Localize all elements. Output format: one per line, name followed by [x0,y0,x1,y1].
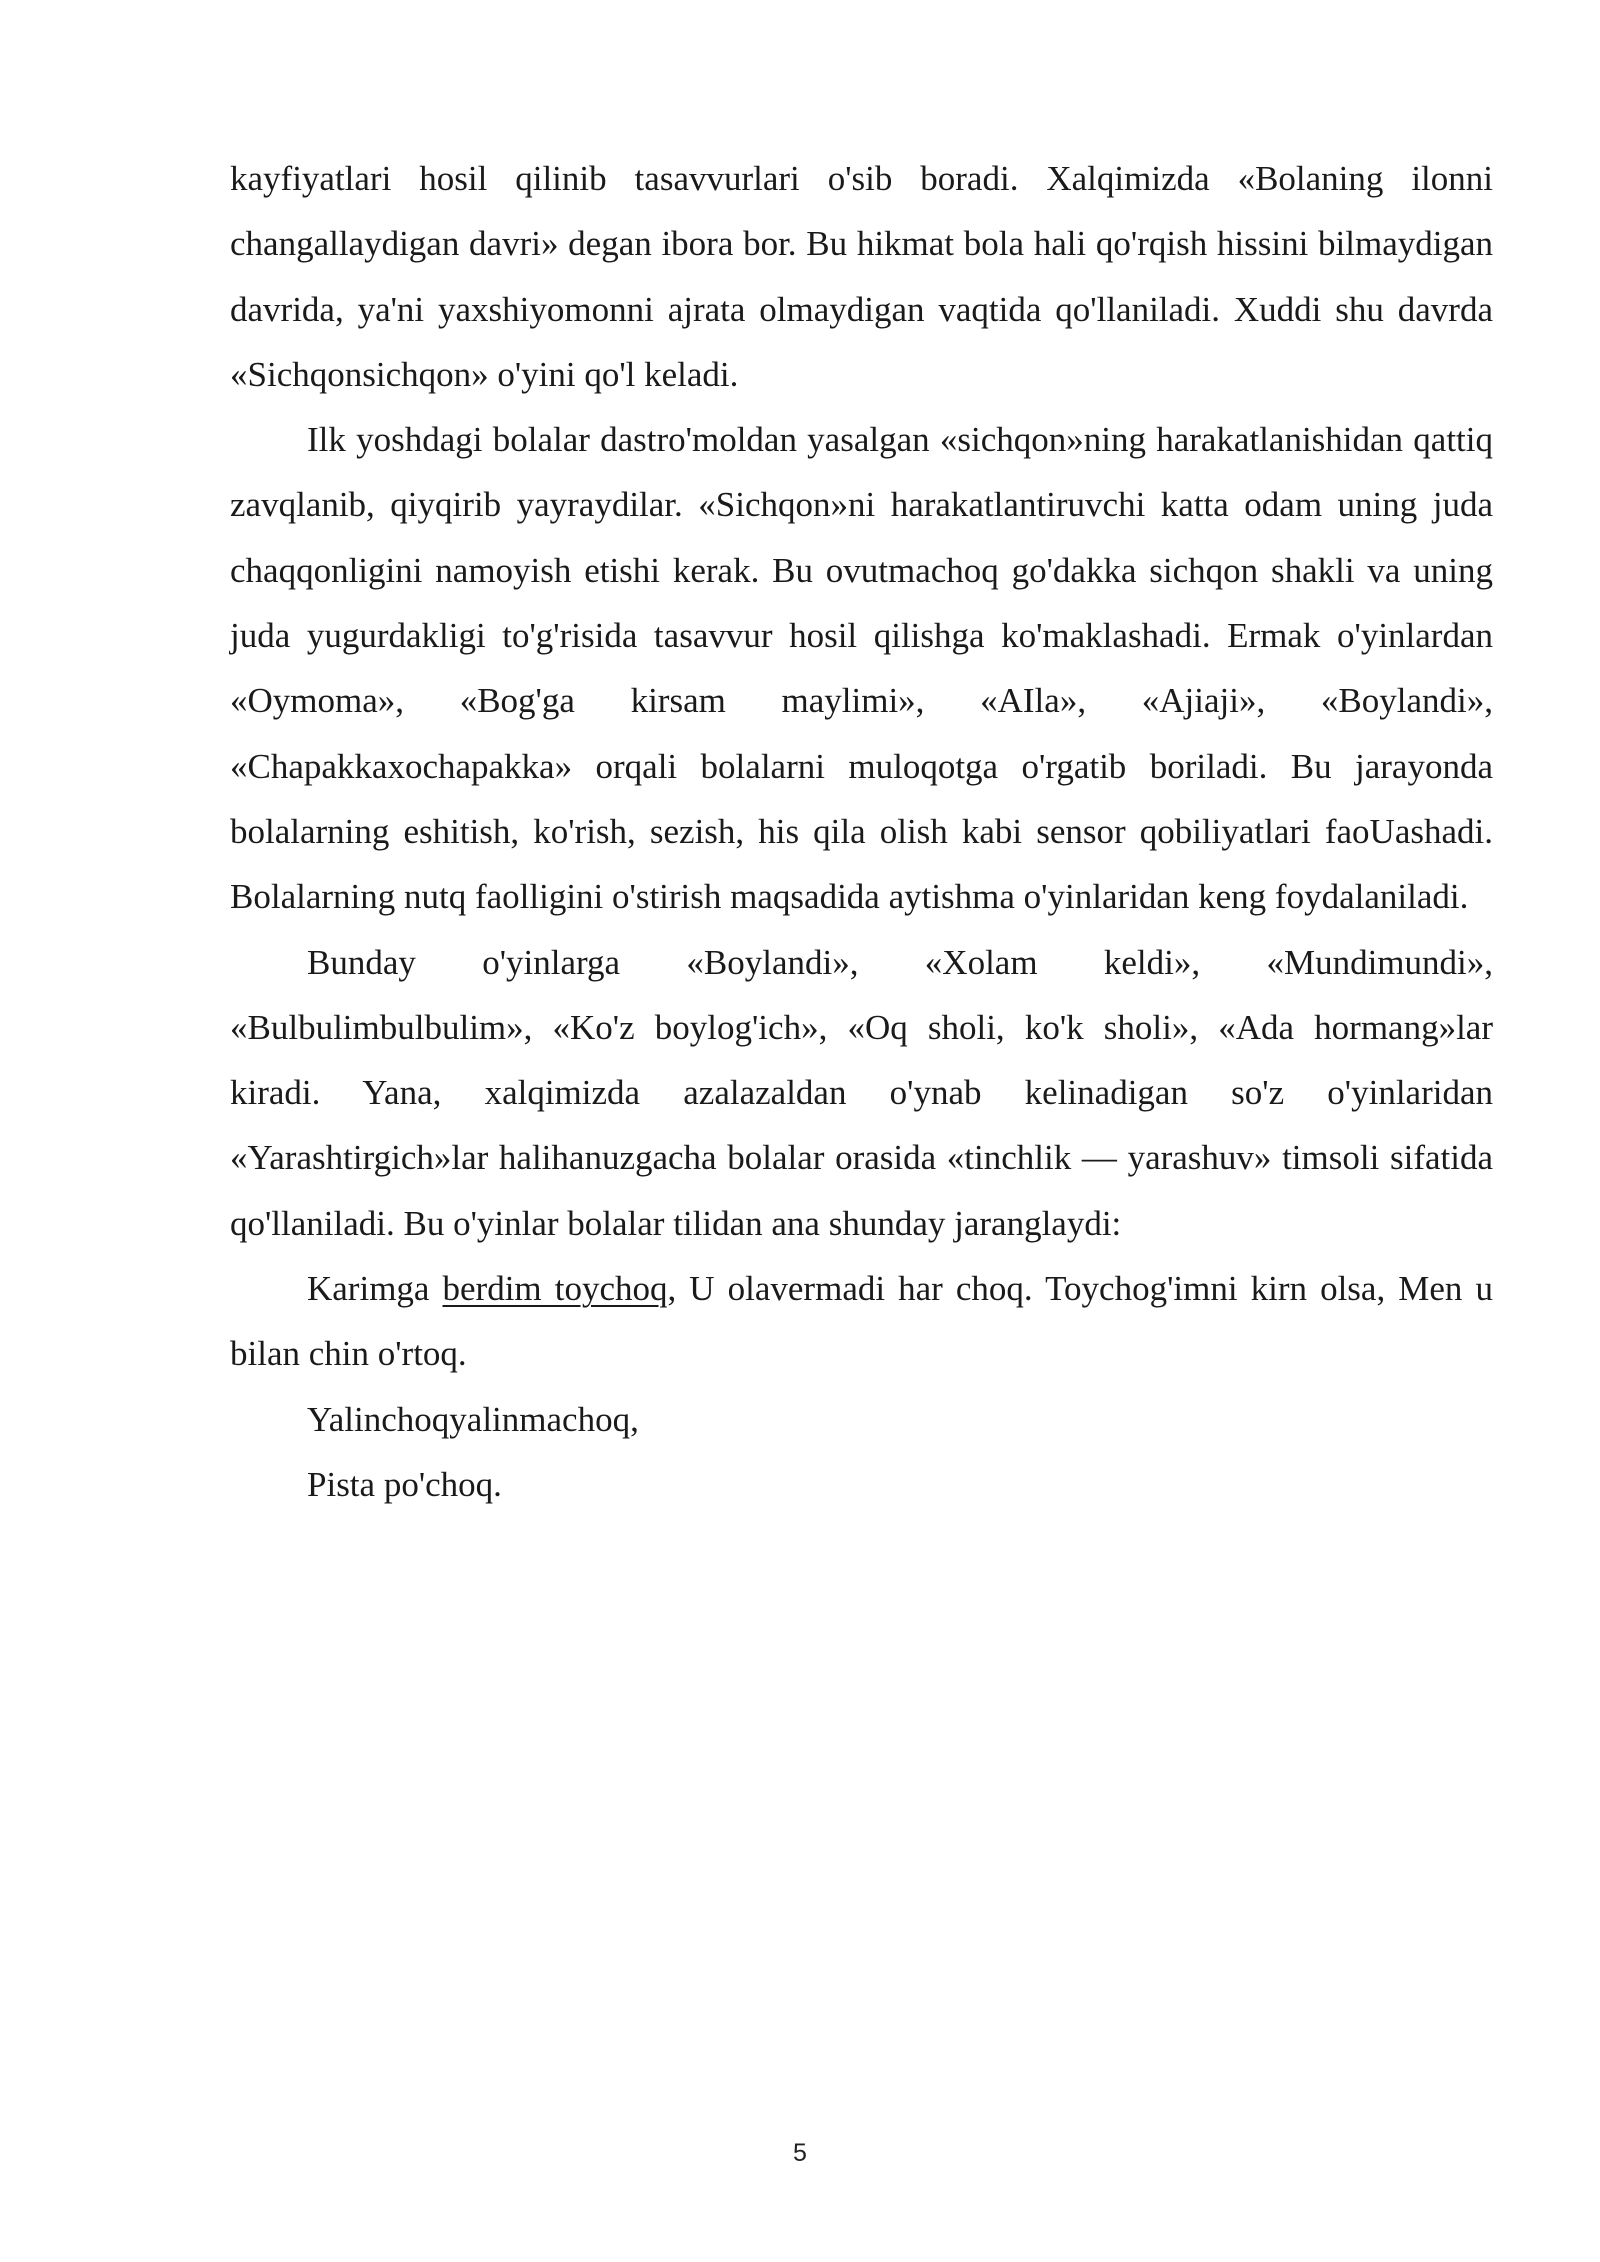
paragraph-3: Bunday o'yinlarga «Boylandi», «Xolam keldi», «Mundimundi», «Bulbulimbulbulim», «Ko'z boylog'ich», «Oq sholi, ko'k sholi», «Ada hormang»lar kiradi. Yana, xalqimizda azalazaldan o'ynab kelinadigan so'z o'yinlaridan «Yarashtirgich»lar halihanuzgacha bolalar orasida «tinchlik — yarashuv» timsoli sifatida qo'llaniladi. Bu o'yinlar bolalar tilidan ana shunday jaranglaydi: [230,942,1493,1243]
underlined-phrase: berdim toychoq [442,1269,668,1309]
body-text [230,146,1493,1517]
poem-intro-end: , U olavermadi har choq. Toychog'imni kirn olsa, Men u bilan chin o'rtoq. [230,1269,1493,1374]
paragraph-1: kayfiyatlari hosil qilinib tasavvurlari o'sib boradi. Xalqimizda «Bolaning ilonni changallaydigan davri» degan ibora bor. Bu hikmat bola hali qo'rqish hissini bilmaydigan davrida, ya'ni yaxshiyomonni ajrata olmaydigan vaqtida qo'llaniladi. Xuddi shu davrda «Sichqonsichqon» o'yini qo'l keladi. [230,159,1493,394]
poem-intro-start: Karimga [307,1269,443,1309]
page-number: 5 [793,2139,807,2167]
verse-line-1: Yalinchoqyalinmachoq, [307,1399,639,1439]
poem-intro-paragraph [230,1256,1493,1387]
verse-line-2: Pista po'choq. [307,1464,502,1504]
paragraph-2: Ilk yoshdagi bolalar dastro'moldan yasalgan «sichqon»ning harakatlanishidan qattiq zavqlanib, qiyqirib yayraydilar. «Sichqon»ni harakatlantiruvchi katta odam uning juda chaqqonligini namoyish etishi kerak. Bu ovutmachoq go'dakka sichqon shakli va uning juda yugurdakligi to'g'risida tasavvur hosil qilishga ko'maklashadi. Ermak o'yinlardan «Oymoma», «Bog'ga kirsam maylimi», «AIla», «Ajiaji», «Boylandi», «Chapakkaxochapakka» orqali bolalarni muloqotga o'rgatib boriladi. Bu jarayonda bolalarning eshitish, ko'rish, sezish, his qila olish kabi sensor qobiliyatlari faoUashadi. Bolalarning nutq faolligini o'stirish maqsadida aytishma o'yinlaridan keng foydalaniladi. [230,420,1493,917]
